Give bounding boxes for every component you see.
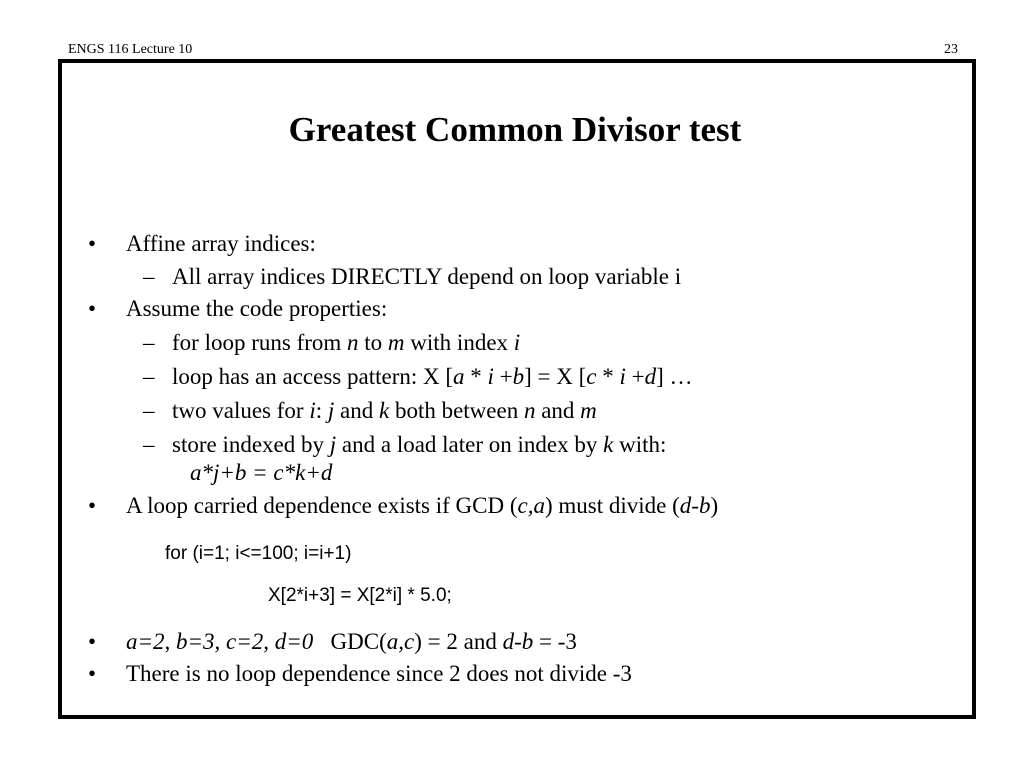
header-course: ENGS 116 Lecture 10 — [68, 42, 193, 57]
page-number: 23 — [944, 42, 958, 57]
bullet-marker: • — [88, 629, 97, 654]
code-for-line: for (i=1; i<=100; i=i+1) — [165, 543, 352, 564]
subbullet-store-load: store indexed by j and a load later on index by k with: — [172, 432, 667, 457]
subbullet-indices-depend: All array indices DIRECTLY depend on loop variable i — [172, 264, 682, 289]
bullet-assume-properties: Assume the code properties: — [126, 296, 388, 321]
subbullet-access-pattern: loop has an access pattern: X [a * i +b] = X [c * i +d] … — [172, 364, 693, 389]
bullet-marker: • — [88, 231, 97, 256]
subbullet-two-values: two values for i: j and k both between n and m — [172, 398, 597, 423]
bullet-gcd-condition: A loop carried dependence exists if GCD (c,a) must divide (d-b) — [126, 493, 719, 518]
dash-marker: – — [143, 330, 155, 355]
bullet-marker: • — [88, 296, 97, 321]
slide-title: Greatest Common Divisor test — [288, 110, 742, 149]
dash-marker: – — [143, 364, 155, 389]
dash-marker: – — [143, 432, 155, 457]
dash-marker: – — [143, 264, 155, 289]
bullet-example-values: a=2, b=3, c=2, d=0 GDC(a,c) = 2 and d-b = -3 — [126, 629, 577, 654]
dash-marker: – — [143, 398, 155, 423]
bullet-marker: • — [88, 661, 97, 686]
bullet-affine-indices: Affine array indices: — [126, 231, 316, 256]
bullet-marker: • — [88, 493, 97, 518]
slide-frame — [58, 59, 976, 719]
formula-equation: a*j+b = c*k+d — [190, 460, 333, 485]
subbullet-loop-range: for loop runs from n to m with index i — [172, 330, 521, 355]
code-assignment-line: X[2*i+3] = X[2*i] * 5.0; — [268, 585, 452, 606]
bullet-conclusion: There is no loop dependence since 2 does not divide -3 — [126, 661, 632, 686]
